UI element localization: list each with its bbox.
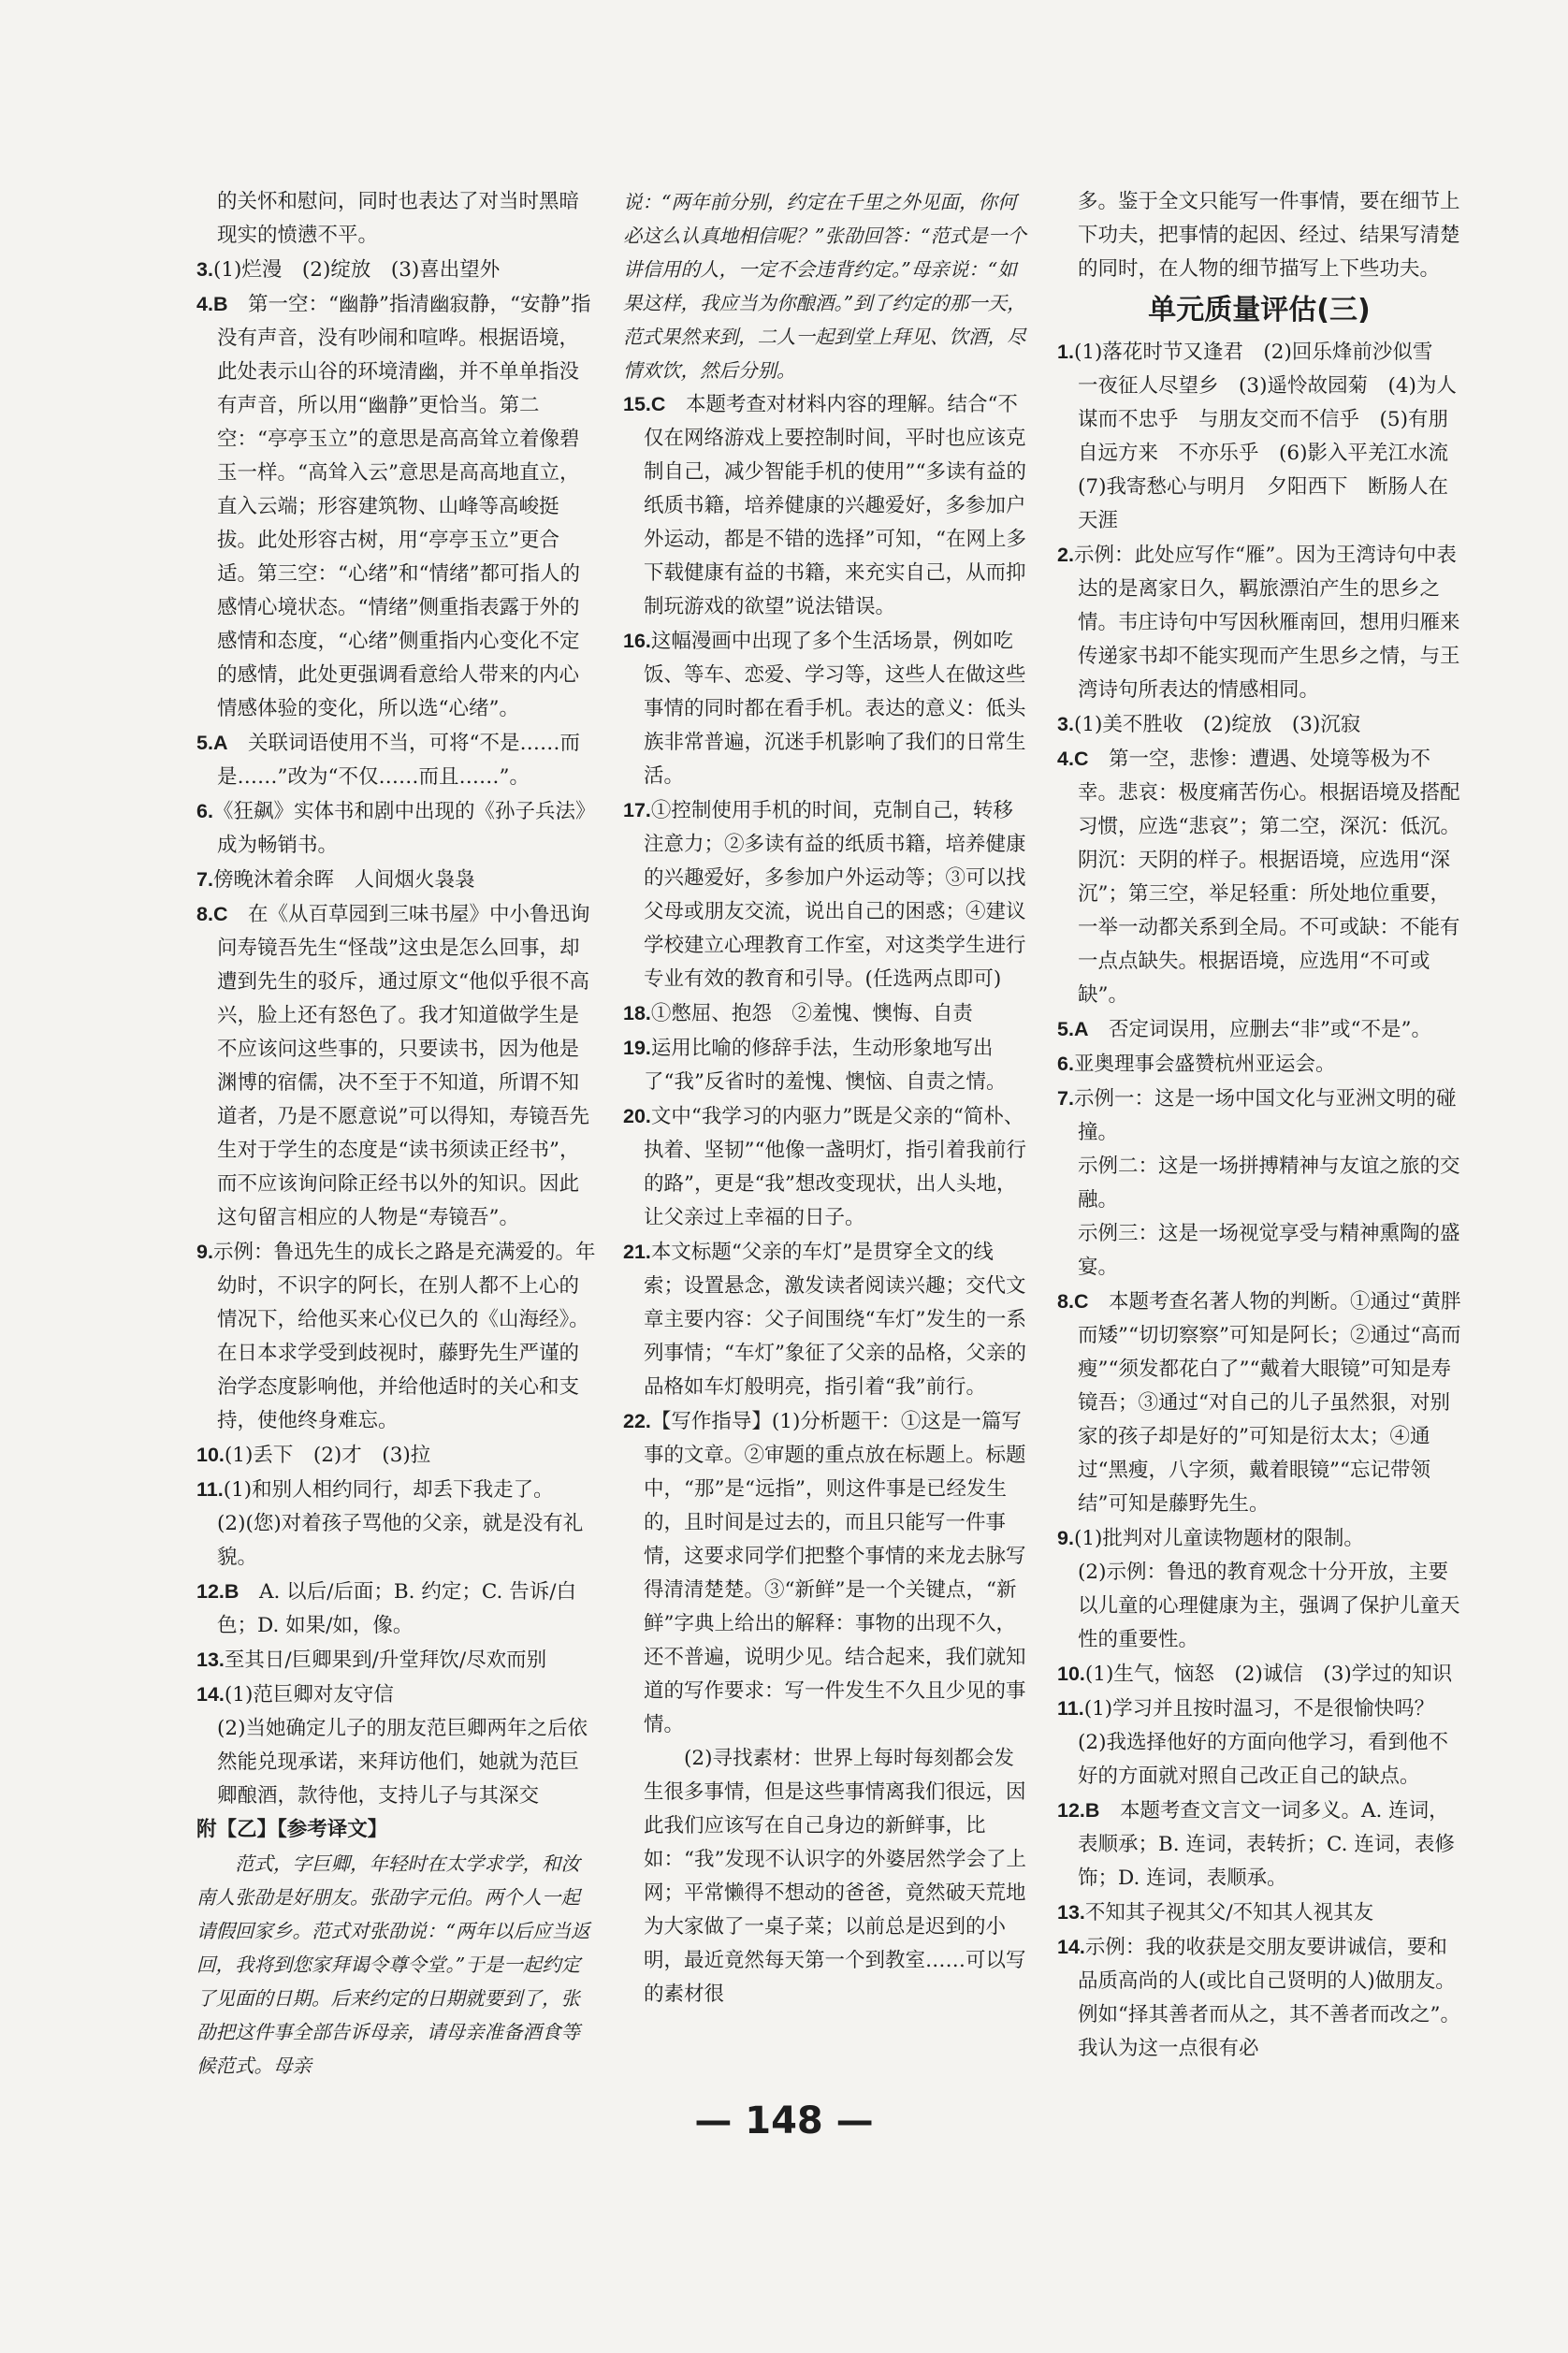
column-middle bbox=[623, 185, 1027, 2012]
continued-text: 的关怀和慰问，同时也表达了对当时黑暗现实的愤懑不平。 bbox=[217, 190, 580, 247]
answer-item: 8.C 在《从百草园到三味书屋》中小鲁迅询问寿镜吾先生“怪哉”这虫是怎么回事，却遭到先生的驳斥，通过原文“他似乎很不高兴，脸上还有怒色了。我才知道做学生是不应该问这些事的，只要读书，因为他是渊博的宿儒，决不至于不知道，所谓不知道者，乃是不愿意说”可以得知，寿镜吾先生对于学生的态度是“读书须读正经书”，而不应该询问除正经书以外的知识。因此这句留言相应的人物是“寿镜吾”。 bbox=[196, 903, 590, 1229]
continued-text: 多。鉴于全文只能写一件事情，要在细节上下功夫，把事情的起因、经过、结果写清楚的同时，在人物的细节描写上下些功夫。 bbox=[1078, 190, 1460, 281]
reference-translation-heading: 附【乙】【参考译文】 bbox=[196, 1818, 388, 1841]
answer-item: 14.示例：我的收获是交朋友要讲诚信，要和品质高尚的人(或比自己贤明的人)做朋友。例如“择其善者而从之，其不善者而改之”。我认为这一点很有必 bbox=[1057, 1936, 1460, 2060]
answer-item: 17.①控制使用手机的时间，克制自己，转移注意力；②多读有益的纸质书籍，培养健康的兴趣爱好，多参加户外运动等；③可以找父母或朋友交流，说出自己的困惑；④建议学校建立心理教育工作室，对这类学生进行专业有效的教育和引导。(任选两点即可) bbox=[623, 799, 1026, 991]
answer-subitem: (2)示例：鲁迅的教育观念十分开放，主要以儿童的心理健康为主，强调了保护儿童天性的重要性。 bbox=[1078, 1561, 1460, 1651]
answer-item: 7.示例一：这是一场中国文化与亚洲文明的碰撞。 bbox=[1057, 1087, 1457, 1144]
column-left bbox=[196, 185, 597, 2083]
answer-item: 15.C 本题考查对材料内容的理解。结合“不仅在网络游戏上要控制时间，平时也应该克制自己，减少智能手机的使用”“多读有益的纸质书籍，培养健康的兴趣爱好，多参加户外运动，都是不错的选择”可知，“在网上多下载健康有益的书籍，来充实自己，从而抑制玩游戏的欲望”说法错误。 bbox=[623, 393, 1026, 618]
answer-item: 11.(1)和别人相约同行，却丢下我走了。 bbox=[196, 1478, 554, 1502]
answer-item: 14.(1)范巨卿对友守信 bbox=[196, 1683, 394, 1707]
answer-item: 2.示例：此处应写作“雁”。因为王湾诗句中表达的是离家日久，羁旅漂泊产生的思乡之情。韦庄诗句中写因秋雁南回，想用归雁来传递家书却不能实现而产生思乡之情，与王湾诗句所表达的情感相同。 bbox=[1057, 544, 1460, 702]
writing-guide-continued: (2)寻找素材：世界上每时每刻都会发生很多事情，但是这些事情离我们很远，因此我们应该写在自己身边的新鲜事，比如：“我”发现不认识字的外婆居然学会了上网；平常懒得不想动的爸爸，竟然破天荒地为大家做了一桌子菜；以前总是迟到的小明，最近竟然每天第一个到教室……可以写的素材很 bbox=[644, 1747, 1026, 2006]
answer-item: 5.A 否定词误用，应删去“非”或“不是”。 bbox=[1057, 1018, 1431, 1041]
answer-subitem: (2)我选择他好的方面向他学习，看到他不好的方面就对照自己改正自己的缺点。 bbox=[1078, 1731, 1448, 1788]
answer-item: 9.(1)批判对儿童读物题材的限制。 bbox=[1057, 1527, 1364, 1550]
section-title: 单元质量评估(三) bbox=[1148, 294, 1371, 327]
answer-item: 4.C 第一空，悲惨：遭遇、处境等极为不幸。悲哀：极度痛苦伤心。根据语境及搭配习惯，应选“悲哀”；第二空，深沉：低沉。阴沉：天阴的样子。根据语境，应选用“深沉”；第三空，举足轻重：所处地位重要，一举一动都关系到全局。不可或缺：不能有一点点缺失。根据语境，应选用“不可或缺”。 bbox=[1057, 748, 1460, 1007]
reference-translation-continued: 说：“两年前分别，约定在千里之外见面，你何必这么认真地相信呢？”张劭回答：“范式是一个讲信用的人，一定不会违背约定。”母亲说：“如果这样，我应当为你酿酒。”到了约定的那一天，范式果然来到，二人一起到堂上拜见、饮酒，尽情欢饮，然后分别。 bbox=[623, 191, 1026, 382]
column-right bbox=[1057, 185, 1469, 2066]
answer-item: 4.B 第一空：“幽静”指清幽寂静，“安静”指没有声音，没有吵闹和喧哗。根据语境，此处表示山谷的环境清幽，并不单单指没有声音，所以用“幽静”更恰当。第二空：“亭亭玉立”的意思是高高耸立着像碧玉一样。“高耸入云”意思是高高地直立，直入云端；形容建筑物、山峰等高峻挺拔。此处形容古树，用“亭亭玉立”更合适。第三空：“心绪”和“情绪”都可指人的感情心境状态。“情绪”侧重指表露于外的感情和态度，“心绪”侧重指内心变化不定的感情，此处更强调看意给人带来的内心情感体验的变化，所以选“心绪”。 bbox=[196, 293, 591, 720]
answer-item: 19.运用比喻的修辞手法，生动形象地写出了“我”反省时的羞愧、懊恼、自责之情。 bbox=[623, 1037, 1007, 1094]
answer-item: 16.这幅漫画中出现了多个生活场景，例如吃饭、等车、恋爱、学习等，这些人在做这些事情的同时都在看手机。表达的意义：低头族非常普遍，沉迷手机影响了我们的日常生活。 bbox=[623, 630, 1026, 788]
answer-item: 10.(1)生气，恼怒 (2)诚信 (3)学过的知识 bbox=[1057, 1663, 1453, 1686]
answer-item: 13.不知其子视其父/不知其人视其友 bbox=[1057, 1901, 1374, 1925]
answer-item: 22.【写作指导】(1)分析题干：①这是一篇写事的文章。②审题的重点放在标题上。标题中，“那”是“远指”，则这件事是已经发生的，且时间是过去的，而且只能写一件事情，这要求同学们把整个事情的来龙去脉写得清清楚楚。③“新鲜”是一个关键点，“新鲜”字典上给出的解释：事物的出现不久，还不普遍，说明少见。结合起来，我们就知道的写作要求：写一件发生不久且少见的事情。 bbox=[623, 1410, 1026, 1736]
answer-item: 21.本文标题“父亲的车灯”是贯穿全文的线索；设置悬念，激发读者阅读兴趣；交代文章主要内容：父子间围绕“车灯”发生的一系列事情；“车灯”象征了父亲的品格，父亲的品格如车灯般明亮，指引着“我”前行。 bbox=[623, 1241, 1026, 1399]
answer-subitem: 示例三：这是一场视觉享受与精神熏陶的盛宴。 bbox=[1078, 1222, 1460, 1279]
answer-item: 6.《狂飙》实体书和剧中出现的《孙子兵法》成为畅销书。 bbox=[196, 800, 596, 857]
answer-subitem: 示例二：这是一场拼搏精神与友谊之旅的交融。 bbox=[1078, 1155, 1460, 1212]
answer-item: 8.C 本题考查名著人物的判断。①通过“黄胖而矮”“切切察察”可知是阿长；②通过“高而瘦”“须发都花白了”“戴着大眼镜”可知是寿镜吾；③通过“对自己的儿子虽然狠，对别家的孩子却是好的”可知是衍太太；④通过“黑瘦，八字须，戴着眼镜”“忘记带领结”可知是藤野先生。 bbox=[1057, 1290, 1461, 1516]
answer-item: 20.文中“我学习的内驱力”既是父亲的“简朴、执着、坚韧”“他像一盏明灯，指引着我前行的路”，更是“我”想改变现状，出人头地，让父亲过上幸福的日子。 bbox=[623, 1105, 1026, 1229]
answer-item: 12.B 本题考查文言文一词多义。A. 连词，表顺承；B. 连词，表转折；C. 连词，表修饰；D. 连词，表顺承。 bbox=[1057, 1799, 1455, 1890]
page-number: — 148 — bbox=[694, 2099, 874, 2142]
answer-item: 12.B A. 以后/后面；B. 约定；C. 告诉/白色；D. 如果/如，像。 bbox=[196, 1580, 576, 1637]
answer-item: 3.(1)烂漫 (2)绽放 (3)喜出望外 bbox=[196, 258, 501, 282]
answer-subitem: (2)当她确定儿子的朋友范巨卿两年之后依然能兑现承诺，来拜访他们，她就为范巨卿酿酒，款待他，支持儿子与其深交 bbox=[217, 1717, 588, 1808]
answer-item: 6.亚奥理事会盛赞杭州亚运会。 bbox=[1057, 1053, 1336, 1076]
answer-item: 11.(1)学习并且按时温习，不是很愉快吗？ bbox=[1057, 1697, 1435, 1721]
answer-item: 13.至其日/巨卿果到/升堂拜饮/尽欢而别 bbox=[196, 1649, 547, 1672]
answer-item: 18.①憋屈、抱怨 ②羞愧、懊悔、自责 bbox=[623, 1002, 973, 1025]
answer-item: 5.A 关联词语使用不当，可将“不是……而是……”改为“不仅……而且……”。 bbox=[196, 732, 580, 789]
answer-item: 1.(1)落花时节又逢君 (2)回乐烽前沙似雪 一夜征人尽望乡 (3)遥怜故园菊 (4)为人谋而不忠乎 与朋友交而不信乎 (5)有朋自远方来 不亦乐乎 (6)影入平羌江水流 (7)我寄愁心与明月 夕阳西下 断肠人在天涯 bbox=[1057, 341, 1469, 532]
reference-translation: 范式，字巨卿，年轻时在太学求学，和汝南人张劭是好朋友。张劭字元伯。两个人一起请假回家乡。范式对张劭说：“两年以后应当返回，我将到您家拜谒令尊令堂。”于是一起约定了见面的日期。后来约定的日期就要到了，张劭把这件事全部告诉母亲，请母亲准备酒食等候范式。母亲 bbox=[196, 1852, 590, 2077]
answer-item: 7.傍晚沐着余晖 人间烟火袅袅 bbox=[196, 868, 475, 892]
answer-item: 9.示例：鲁迅先生的成长之路是充满爱的。年幼时，不识字的阿长，在别人都不上心的情况下，给他买来心仪已久的《山海经》。在日本求学受到歧视时，藤野先生严谨的治学态度影响他，并给他适时的关心和支持，使他终身难忘。 bbox=[196, 1241, 596, 1432]
answer-item: 10.(1)丢下 (2)才 (3)拉 bbox=[196, 1444, 431, 1467]
answer-subitem: (2)(您)对着孩子骂他的父亲，就是没有礼貌。 bbox=[217, 1512, 584, 1569]
answer-item: 3.(1)美不胜收 (2)绽放 (3)沉寂 bbox=[1057, 713, 1361, 736]
